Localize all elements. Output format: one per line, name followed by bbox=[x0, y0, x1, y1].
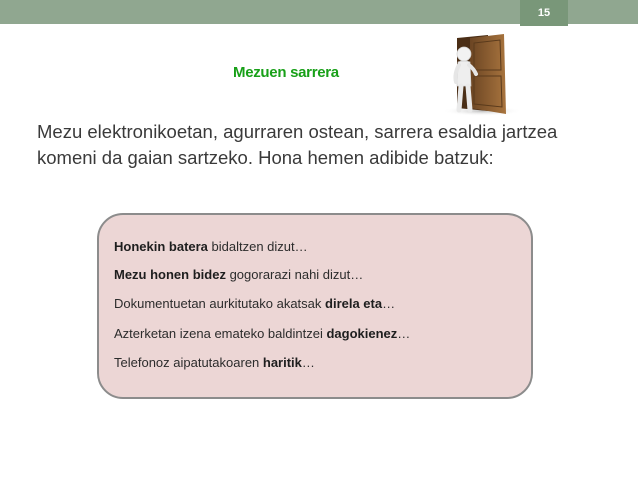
example-emphasis: haritik bbox=[262, 355, 302, 370]
example-text: … bbox=[382, 296, 396, 311]
example-text: Dokumentuetan aurkitutako akatsak bbox=[114, 296, 326, 311]
example-text: Telefonoz aipatutakoaren bbox=[114, 355, 263, 370]
example-emphasis: direla eta bbox=[325, 296, 383, 311]
example-text: … bbox=[397, 326, 411, 341]
slide-title: Mezuen sarrera bbox=[233, 64, 339, 81]
example-line-1 bbox=[114, 239, 308, 254]
example-emphasis: dagokienez bbox=[326, 326, 398, 341]
example-line-3 bbox=[114, 296, 395, 311]
example-text: … bbox=[301, 355, 315, 370]
example-line-2 bbox=[114, 267, 363, 282]
example-emphasis: Mezu honen bidez bbox=[114, 267, 226, 282]
person-opening-door-icon bbox=[424, 34, 524, 116]
example-line-5 bbox=[114, 355, 315, 370]
examples-box bbox=[97, 213, 533, 399]
example-text: gogorarazi nahi dizut… bbox=[225, 267, 364, 282]
example-line-4 bbox=[114, 326, 410, 341]
example-text: Azterketan izena emateko baldintzei bbox=[114, 326, 327, 341]
example-emphasis: Honekin batera bbox=[114, 239, 208, 254]
page-number: 15 bbox=[520, 0, 568, 26]
example-text: bidaltzen dizut… bbox=[207, 239, 308, 254]
intro-text: Mezu elektronikoetan, agurraren ostean, sarrera esaldia jartzea komeni da gaian sartzeko. Hona hemen adibide batzuk: bbox=[37, 121, 558, 168]
